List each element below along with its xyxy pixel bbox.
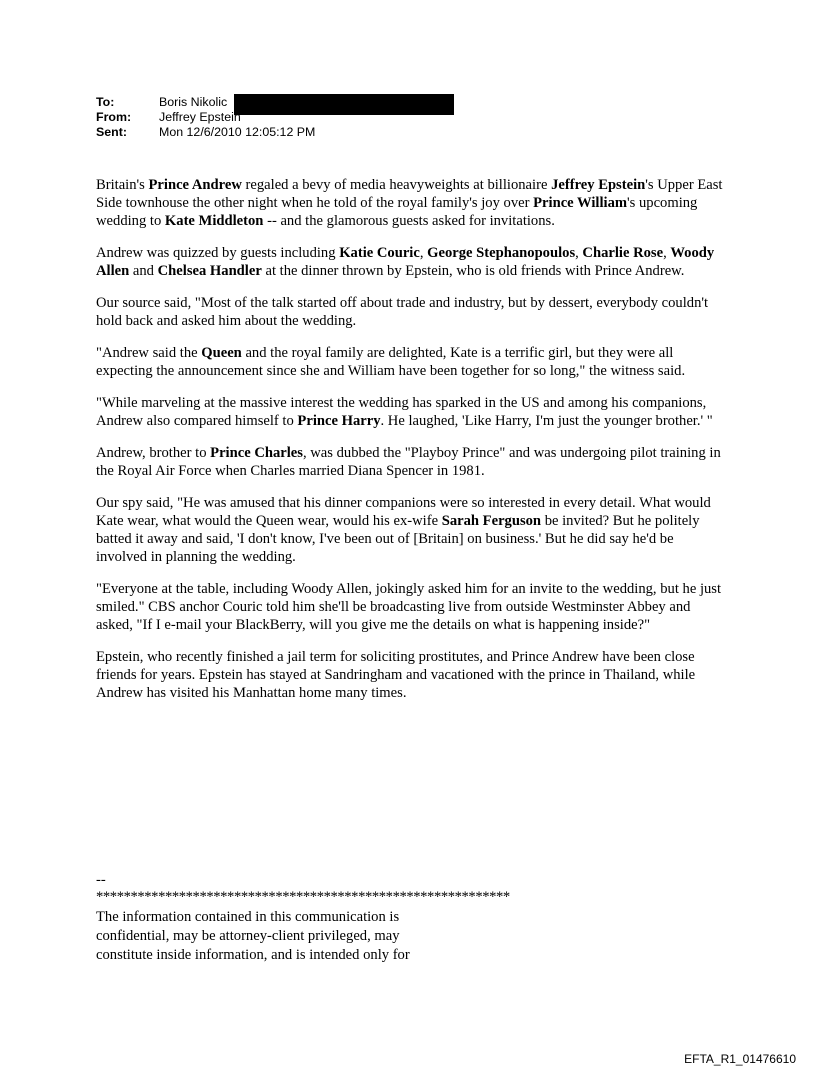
bold-name-text: Katie Couric <box>339 245 420 261</box>
signature-block <box>96 872 656 965</box>
paragraph-text: , <box>575 245 583 261</box>
bold-name-text: Prince William <box>533 195 628 211</box>
sent-row <box>96 125 315 140</box>
signature-stars: ************************************************************ <box>96 889 510 905</box>
bold-name-text: Sarah Ferguson <box>441 513 542 529</box>
paragraph-text: at the dinner thrown by Epstein, who is old friends with Prince Andrew. <box>261 263 685 279</box>
to-label: To: <box>96 95 115 109</box>
signature-dash: -- <box>96 872 106 888</box>
to-value: Boris Nikolic <box>159 95 228 109</box>
paragraph-text: 's Upper East Side townhouse the other night when he told of the royal family's joy over <box>96 177 723 211</box>
bold-name-text: Chelsea Handler <box>157 263 262 279</box>
paragraph-text: Epstein, who recently finished a jail term for soliciting prostitutes, and Prince Andrew have been close friends for years. Epstein has stayed at Sandringham and vacationed with the prince in Thailand, while Andrew has visited his Manhattan home many times. <box>96 649 696 701</box>
paragraph-text: -- and the glamorous guests asked for invitations. <box>263 213 555 229</box>
paragraph-text: "Andrew said the <box>96 345 202 361</box>
bold-name-text: Jeffrey Epstein <box>551 177 646 193</box>
sent-value: Mon 12/6/2010 12:05:12 PM <box>159 125 316 139</box>
paragraph-8 <box>96 580 726 634</box>
from-row <box>96 110 315 125</box>
paragraph-text: "Everyone at the table, including Woody Allen, jokingly asked him for an invite to the wedding, but he just smiled." CBS anchor Couric told him she'll be broadcasting live from outside Westminster Abbey and asked, "If I e-mail your BlackBerry, will you give me the details on what is happening inside?" <box>96 581 722 633</box>
paragraph-text: . He laughed, 'Like Harry, I'm just the younger brother.' " <box>380 413 713 429</box>
paragraph-text: Britain's <box>96 177 149 193</box>
paragraph-text: regaled a bevy of media heavyweights at billionaire <box>241 177 552 193</box>
bold-name-text: Prince Harry <box>297 413 381 429</box>
paragraph-text: , <box>663 245 671 261</box>
sent-label: Sent: <box>96 125 127 139</box>
bold-name-text: George Stephanopoulos <box>427 245 576 261</box>
paragraph-text: 's upcoming wedding to <box>96 195 698 229</box>
from-label: From: <box>96 110 132 124</box>
paragraph-3 <box>96 294 726 330</box>
paragraph-text: Andrew was quizzed by guests including <box>96 245 340 261</box>
paragraph-1 <box>96 176 726 230</box>
bold-name-text: Prince Charles <box>210 445 303 461</box>
email-body <box>96 176 726 716</box>
bold-name-text: Woody Allen <box>96 245 715 279</box>
paragraph-6 <box>96 444 726 480</box>
paragraph-text: be invited? But he politely batted it away and said, 'I don't know, I've been out of [Britain] on business.' But he did say he'd be involved in planning the wedding. <box>96 513 700 565</box>
bold-name-text: Prince Andrew <box>148 177 242 193</box>
paragraph-5 <box>96 394 726 430</box>
paragraph-text: Our spy said, "He was amused that his dinner companions were so interested in every detail. What would Kate wear, what would the Queen wear, would his ex-wife <box>96 495 711 529</box>
paragraph-text: and <box>129 263 158 279</box>
confidentiality-notice: The information contained in this communication is confidential, may be attorney-client privileged, may constitute inside information, and is intended only for <box>96 909 410 963</box>
paragraph-text: , was dubbed the "Playboy Prince" and was undergoing pilot training in the Royal Air Force when Charles married Diana Spencer in 1981. <box>96 445 721 479</box>
to-row <box>96 95 315 110</box>
bold-name-text: Charlie Rose <box>582 245 664 261</box>
email-header <box>96 95 315 140</box>
from-value: Jeffrey Epstein <box>159 110 241 124</box>
paragraph-7 <box>96 494 726 566</box>
paragraph-text: "While marveling at the massive interest the wedding has sparked in the US and among his companions, Andrew also compared himself to <box>96 395 707 429</box>
paragraph-9 <box>96 648 726 702</box>
paragraph-4 <box>96 344 726 380</box>
paragraph-text: Andrew, brother to <box>96 445 211 461</box>
paragraph-text: , <box>419 245 428 261</box>
document-id: EFTA_R1_01476610 <box>684 1052 796 1066</box>
bold-name-text: Kate Middleton <box>164 213 264 229</box>
paragraph-2 <box>96 244 726 280</box>
paragraph-text: Our source said, "Most of the talk started off about trade and industry, but by dessert, everybody couldn't hold back and asked him about the wedding. <box>96 295 709 329</box>
bold-name-text: Queen <box>201 345 242 361</box>
paragraph-text: and the royal family are delighted, Kate is a terrific girl, but they were all expecting the announcement since she and William have been together for so long," the witness said. <box>96 345 686 379</box>
